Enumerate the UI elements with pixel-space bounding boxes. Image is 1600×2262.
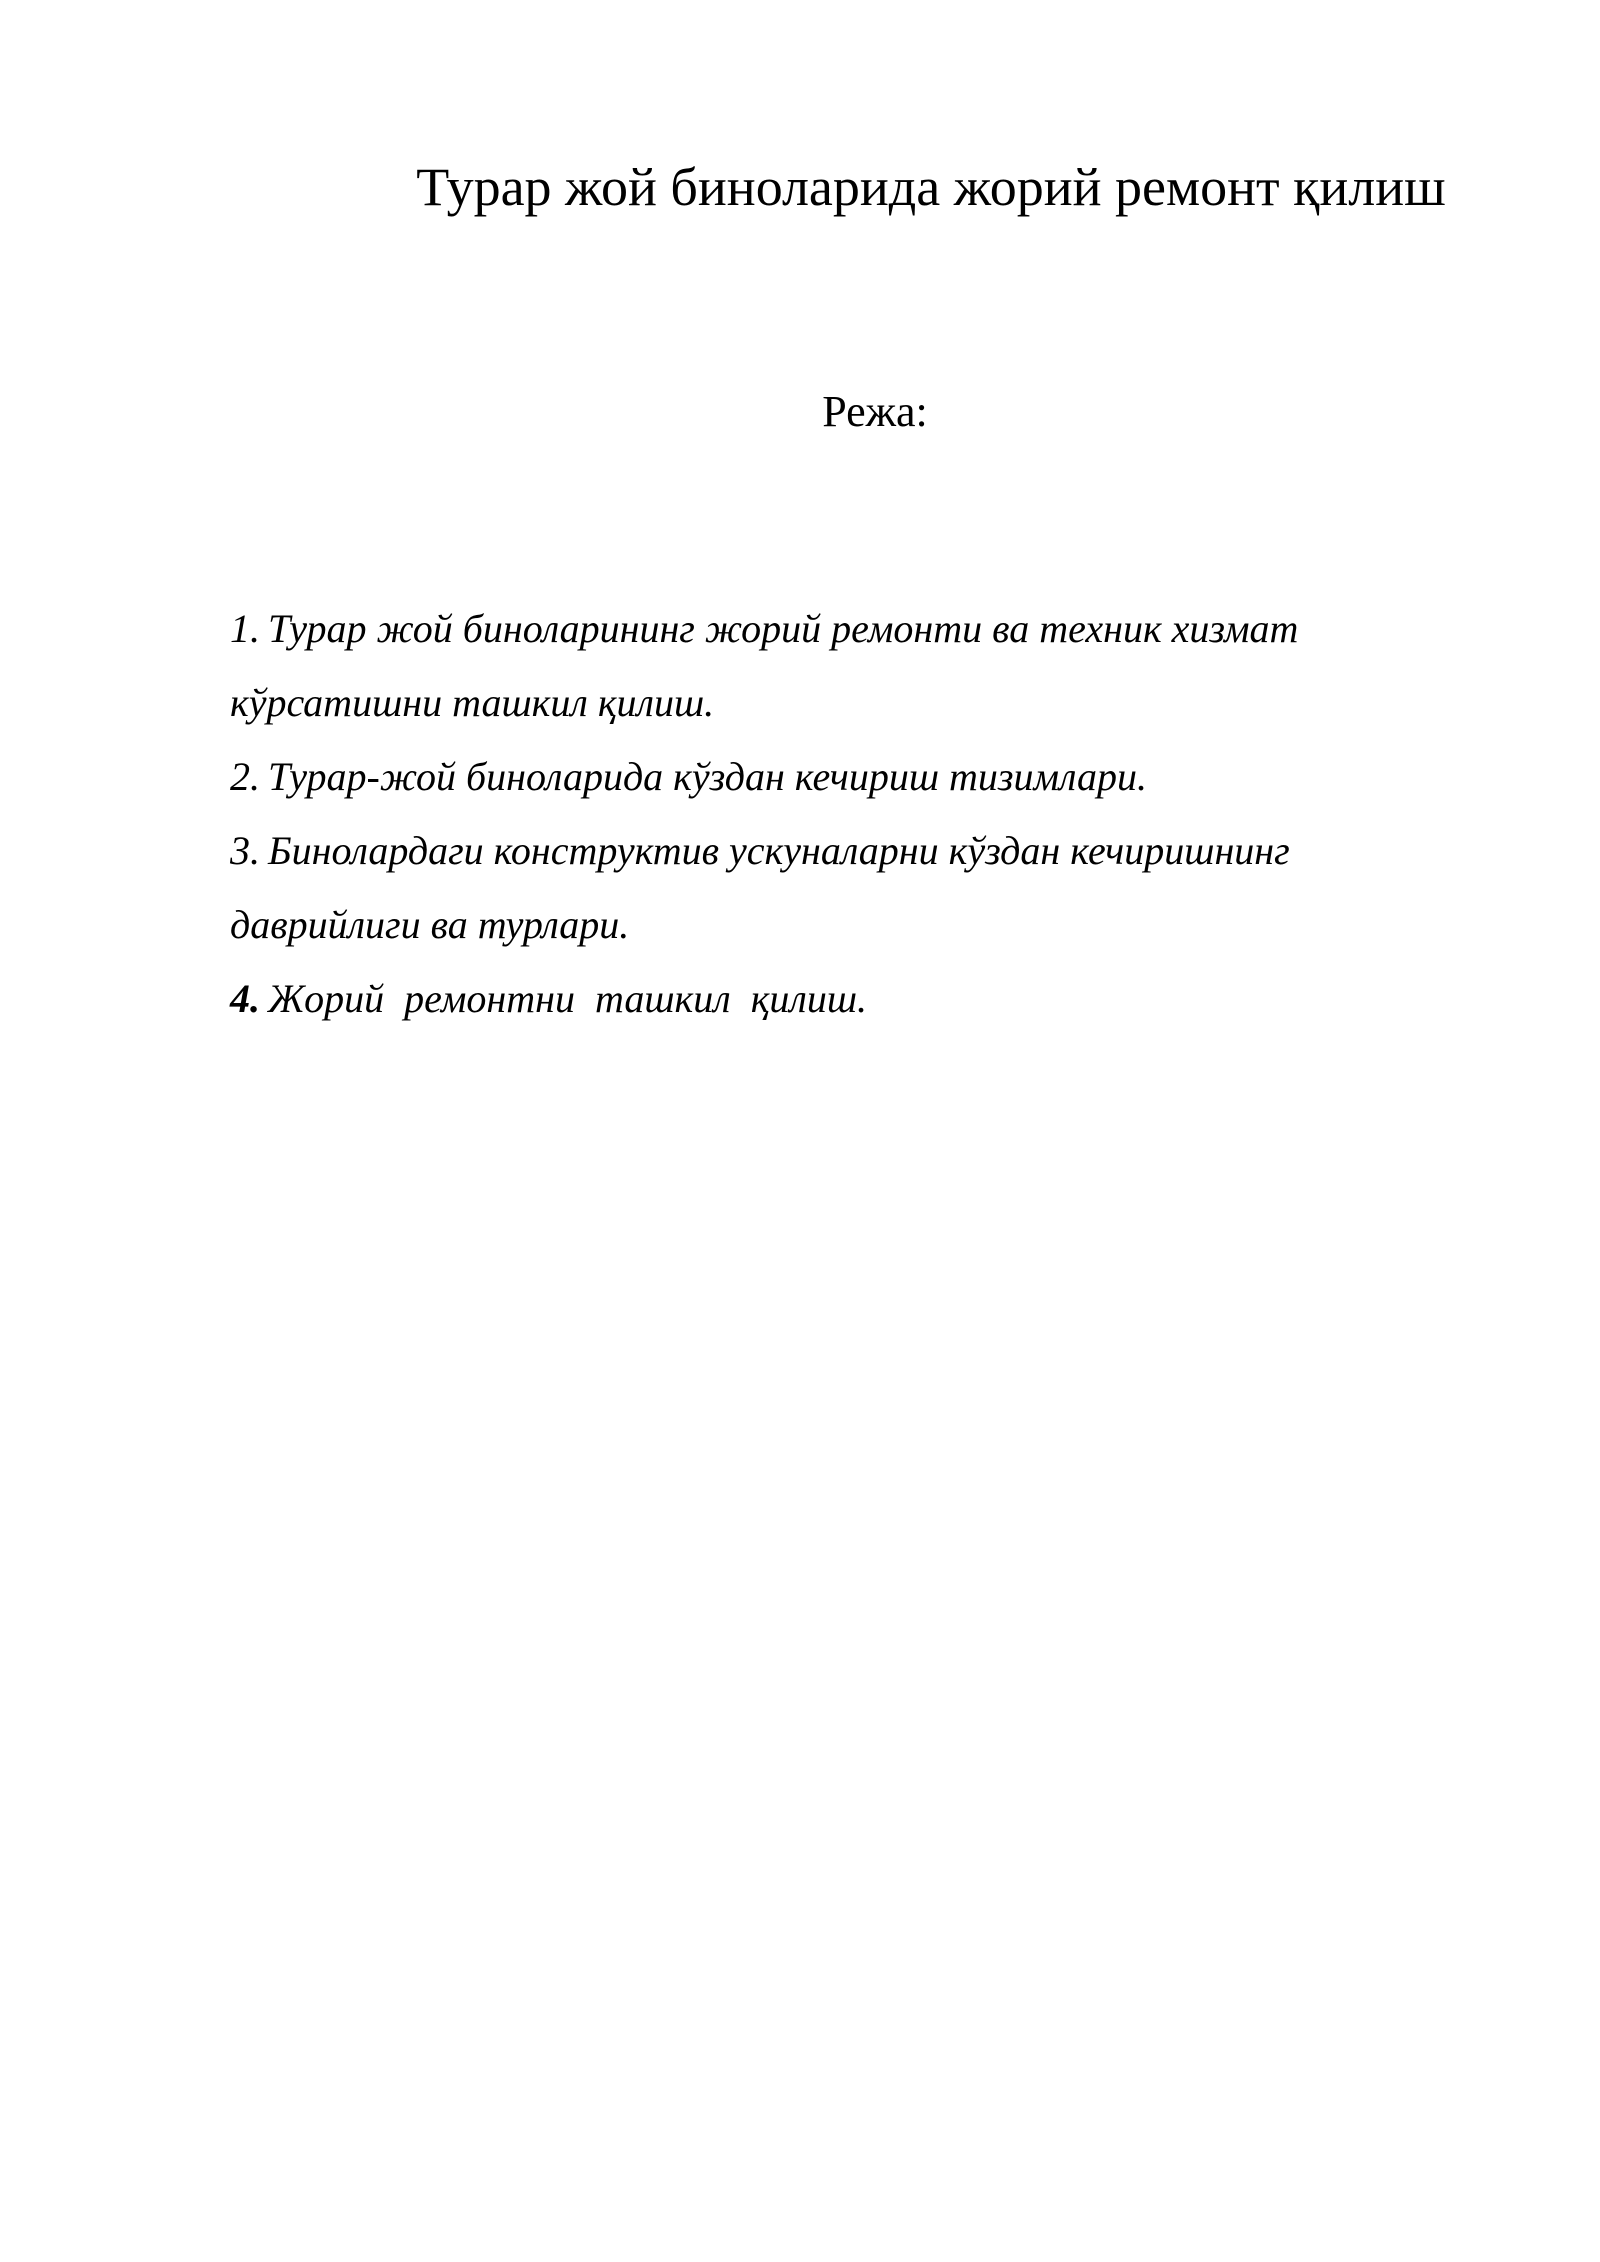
plan-item-text: Турар жой биноларининг жорий ремонти ва техник хизмат кўрсатишни ташкил қилиш.	[230, 606, 1309, 725]
plan-item-1	[230, 592, 1430, 740]
plan-item-text: Жорий ремонтни ташкил қилиш.	[268, 976, 868, 1021]
plan-item-2	[230, 740, 1430, 814]
plan-item-4	[230, 962, 1430, 1036]
plan-list	[230, 592, 1430, 1036]
plan-item-number: 1.	[230, 606, 260, 651]
plan-item-number: 4.	[230, 976, 260, 1021]
plan-heading: Режа:	[822, 387, 928, 436]
plan-item-text: Турар-жой биноларида кўздан кечириш тизимлари.	[268, 754, 1147, 799]
plan-item-number: 2.	[230, 754, 260, 799]
plan-item-number: 3.	[230, 828, 260, 873]
plan-item-text: Бинолардаги конструктив ускуналарни кўздан кечиришнинг даврийлиги ва турлари.	[230, 828, 1300, 947]
document-title: Турар жой биноларида жорий ремонт қилиш	[416, 157, 1446, 217]
plan-item-3	[230, 814, 1430, 962]
